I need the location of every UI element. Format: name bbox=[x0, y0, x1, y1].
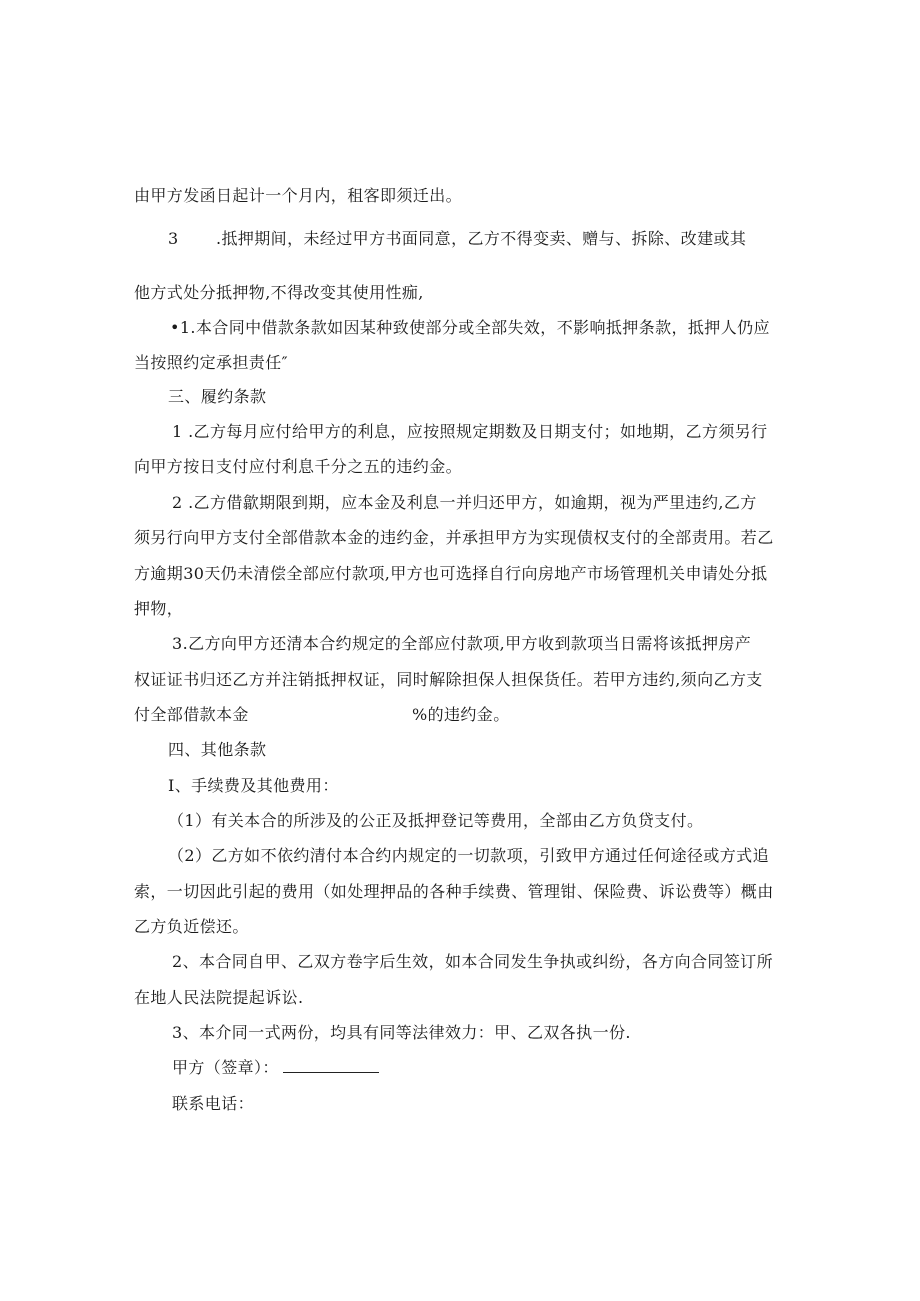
text-line: •1.本合同中借款条款如因某种致使部分或全部失效，不影响抵押条款，抵押人仍应 bbox=[170, 318, 770, 337]
signature-blank[interactable] bbox=[283, 1058, 379, 1073]
text-line: 他方式处分抵押物,不得改变其使用性痂, bbox=[134, 283, 424, 302]
section-heading: 四、其他条款 bbox=[168, 740, 267, 759]
text-line: 1 .乙方每月应付给甲方的利息，应按照规定期数及日期支付；如地期，乙方须另行 bbox=[172, 422, 768, 441]
signature-label: 甲方（签章）： bbox=[172, 1058, 279, 1077]
signature-row bbox=[172, 1058, 379, 1078]
phone-label: 联系电话： bbox=[172, 1094, 255, 1113]
text-line: 付全部借款本金 bbox=[134, 705, 249, 724]
clause-number: 3 bbox=[168, 229, 179, 248]
text-line: 方逾期30天仍未清偿全部应付款项,甲方也可选择自行向房地产市场管理机关申请处分抵 bbox=[134, 564, 768, 583]
text-line: 2、本合同自甲、乙双方卷字后生效，如本合同发生争执或纠纷，各方向合同签订所 bbox=[172, 952, 773, 971]
text-line: 由甲方发函日起计一个月内，租客即须迁出。 bbox=[134, 186, 463, 205]
text-line: .抵押期间，未经过甲方书面同意，乙方不得变卖、赠与、拆除、改建或其 bbox=[216, 229, 747, 248]
text-line: %的违约金。 bbox=[412, 705, 510, 724]
text-line: 在地人民法院提起诉讼. bbox=[134, 988, 304, 1007]
text-line: （2）乙方如不依约清付本合约内规定的一切款项，引致甲方通过任何途径或方式追 bbox=[168, 846, 769, 865]
text-line: （1）有关本合的所涉及的公正及抵押登记等费用，全部由乙方负贷支付。 bbox=[168, 811, 704, 830]
text-line: 须另行向甲方支付全部借款本金的违约金，并承担甲方为实现债权支付的全部责用。若乙 bbox=[134, 528, 774, 547]
section-heading: 三、履约条款 bbox=[168, 387, 267, 406]
text-line: 乙方负近偿还。 bbox=[134, 917, 249, 936]
text-line: 3、本介同一式两份，均具有同等法律效力：甲、乙双各执一份. bbox=[172, 1023, 631, 1042]
text-line: 2 .乙方借歙期限到期，应本金及利息一并归还甲方，如逾期，视为严里违约,乙方 bbox=[172, 493, 757, 512]
text-line: 索，一切因此引起的费用（如处理押品的各种手续费、管理钳、保险费、诉讼费等）概由 bbox=[134, 882, 774, 901]
text-line: 3.乙方向甲方还清本合约规定的全部应付款项,甲方收到款项当日需将该抵押房产 bbox=[172, 634, 752, 653]
text-line: 当按照约定承担责任″ bbox=[134, 353, 288, 372]
text-line: 权证证书归还乙方并注销抵押权证，同时解除担保人担保货任。若甲方违约,须向乙方支 bbox=[134, 670, 763, 689]
text-line: 向甲方按日支付应付利息千分之五的违约金。 bbox=[134, 457, 463, 476]
text-line: I、手续费及其他费用： bbox=[168, 776, 339, 795]
text-line: 押物， bbox=[134, 599, 184, 618]
